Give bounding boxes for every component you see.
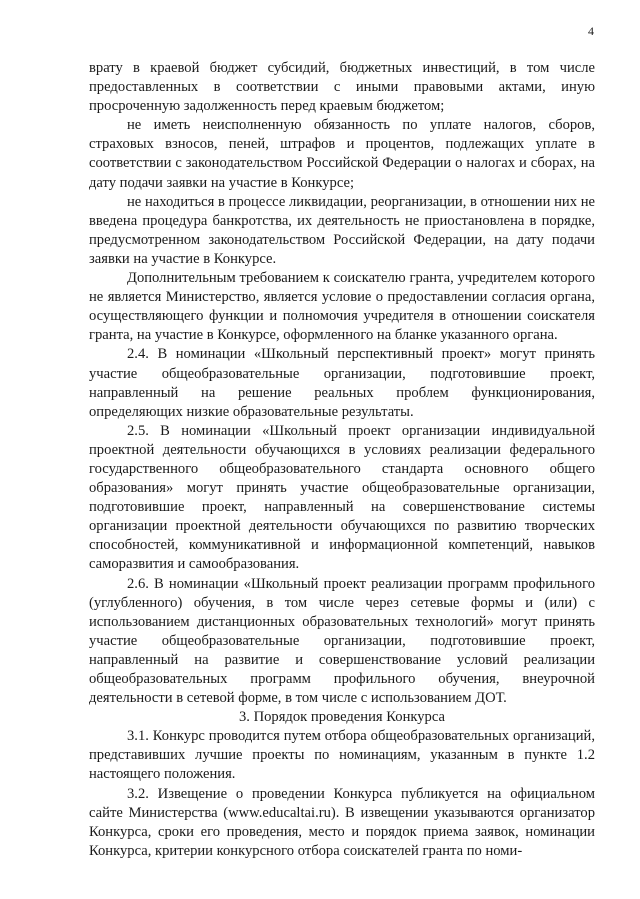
- paragraph-continuation: врату в краевой бюджет субсидий, бюджетных инвестиций, в том числе предоставленных в соответствии с иными правовыми актами, иную просроченную задолженность перед краевым бюджетом;: [89, 60, 595, 115]
- paragraph-3-1: 3.1. Конкурс проводится путем отбора общеобразовательных организаций, представивших лучшие проекты по номинациям, указанным в пункте 1.2 настоящего положения.: [89, 728, 595, 783]
- document-body: [89, 59, 595, 861]
- paragraph-additional-requirement: Дополнительным требованием к соискателю гранта, учредителем которого не является Министерство, является условие о предоставлении согласия органа, осуществляющего функции и полномочия учредителя в отношении соискателя гранта, на участие в Конкурсе, оформленного на бланке указанного органа.: [89, 270, 595, 344]
- paragraph-2-4: 2.4. В номинации «Школьный перспективный проект» могут принять участие общеобразовательные организации, подготовившие проект, направленный на решение реальных проблем функционирования, определяющих низкие образовательные результаты.: [89, 346, 595, 420]
- page-number: 4: [588, 24, 594, 38]
- paragraph-3-2: 3.2. Извещение о проведении Конкурса публикуется на официальном сайте Министерства (www.educaltai.ru). В извещении указываются организатор Конкурса, сроки его проведения, место и порядок приема заявок, номинации Конкурса, критерии конкурсного отбора соискателей гранта по номи-: [89, 785, 595, 859]
- paragraph-tax-obligations: не иметь неисполненную обязанность по уплате налогов, сборов, страховых взносов, пеней, штрафов и процентов, подлежащих уплате в соответствии с законодательством Российской Федерации о налогах и сборах, на дату подачи заявки на участие в Конкурсе;: [89, 117, 595, 191]
- section-heading: 3. Порядок проведения Конкурса: [238, 709, 445, 726]
- paragraph-2-6: 2.6. В номинации «Школьный проект реализации программ профильного (углубленного) обучения, в том числе через сетевые формы и (или) с использованием дистанционных образовательных технологий» могут принять участие общеобразовательные организации, подготовившие проект, направленный на развитие и совершенствование условий реализации общеобразовательных программ профильного обучения, внеурочной деятельности в сетевой форме, в том числе с использованием ДОТ.: [89, 575, 595, 707]
- paragraph-liquidation: не находиться в процессе ликвидации, реорганизации, в отношении них не введена процедура банкротства, их деятельность не приостановлена в порядке, предусмотренном законодательством Российской Федерации, на дату подачи заявки на участие в Конкурсе.: [89, 193, 595, 267]
- paragraph-2-5: 2.5. В номинации «Школьный проект организации индивидуальной проектной деятельности обучающихся в условиях реализации федерального государственного общеобразовательного стандарта основного общего образования» могут принять участие общеобразовательные организации, подготовившие проект, направленный на совершенствование системы организации проектной деятельности обучающихся по развитию творческих способностей, коммуникативной и информационной компетенций, навыков саморазвития и самообразования.: [89, 422, 595, 573]
